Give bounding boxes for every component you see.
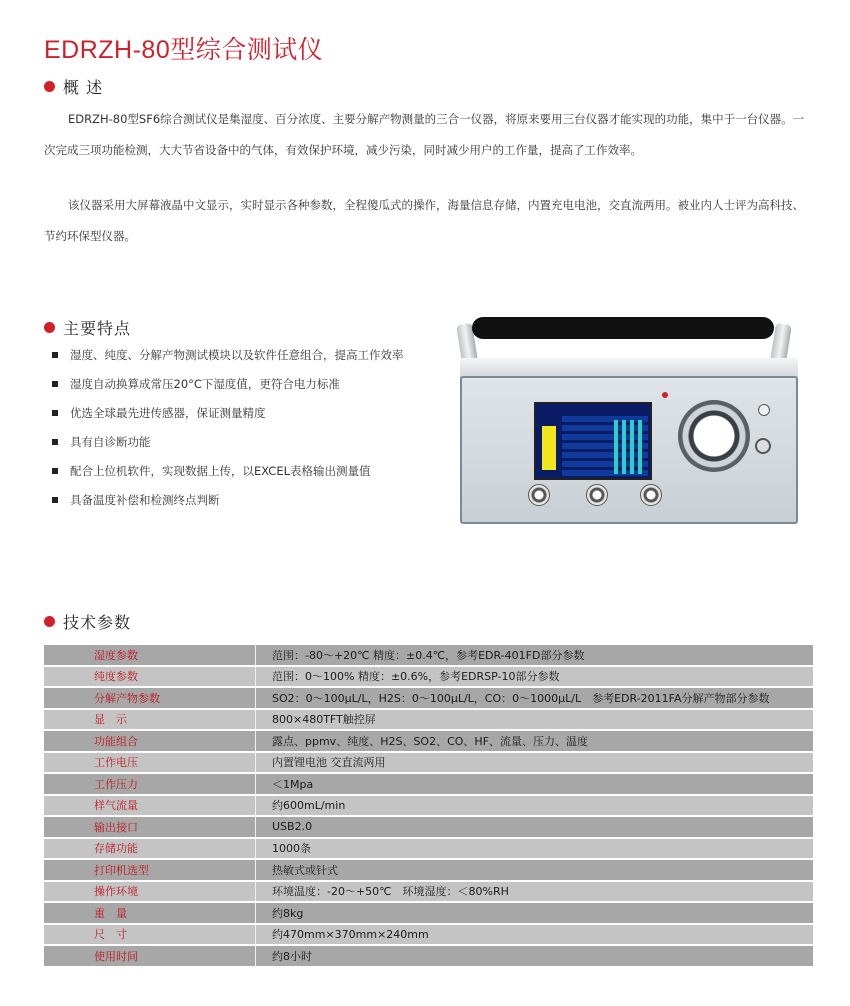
spec-key: 工作压力 [44, 774, 256, 794]
knob-icon [640, 484, 662, 506]
overview-heading [44, 75, 103, 98]
table-row [44, 882, 813, 902]
spec-value: 热敏式或针式 [256, 860, 813, 880]
spec-key: 样气流量 [44, 796, 256, 816]
spec-value: 范围：0～100% 精度：±0.6%，参考EDRSP-10部分参数 [256, 667, 813, 687]
features-list [52, 340, 452, 514]
spec-key: 存储功能 [44, 839, 256, 859]
overview-paragraph-2: 该仪器采用大屏幕液晶中文显示，实时显示各种参数，全程傻瓜式的操作，海量信息存储，内置充电电池，交直流两用。被业内人士评为高科技、节约环保型仪器。 [44, 198, 804, 243]
spec-value: 约470mm×370mm×240mm [256, 925, 813, 945]
table-row [44, 946, 813, 966]
screen-indicator [542, 426, 556, 470]
square-bullet-icon [52, 381, 58, 387]
square-bullet-icon [52, 497, 58, 503]
features-heading [44, 316, 131, 339]
feature-item: 配合上位机软件，实现数据上传，以EXCEL表格输出测量值 [52, 456, 452, 485]
table-row [44, 731, 813, 751]
spec-value: 范围：-80～+20℃ 精度：±0.4℃，参考EDR-401FD部分参数 [256, 645, 813, 665]
screen-bars [614, 420, 644, 474]
feature-item: 湿度自动换算成常压20°C下湿度值，更符合电力标准 [52, 369, 452, 398]
knob-icon [528, 484, 550, 506]
spec-value: 约600mL/min [256, 796, 813, 816]
spec-key: 分解产物参数 [44, 688, 256, 708]
knob-icon [586, 484, 608, 506]
spec-key: 显 示 [44, 710, 256, 730]
spec-key: 打印机选型 [44, 860, 256, 880]
flow-valve-icon [678, 400, 750, 472]
table-row [44, 688, 813, 708]
table-row [44, 753, 813, 773]
square-bullet-icon [52, 439, 58, 445]
table-row [44, 817, 813, 837]
spec-key: 湿度参数 [44, 645, 256, 665]
spec-value: 内置锂电池 交直流两用 [256, 753, 813, 773]
spec-value: 800×480TFT触控屏 [256, 710, 813, 730]
spec-value: 1000条 [256, 839, 813, 859]
spec-value: 环境温度：-20～+50℃ 环境湿度：＜80%RH [256, 882, 813, 902]
table-row [44, 903, 813, 923]
table-row [44, 710, 813, 730]
instrument-photo [446, 312, 818, 530]
features-heading-label: 主要特点 [63, 319, 132, 338]
table-row [44, 774, 813, 794]
bullet-dot-icon [44, 616, 55, 627]
power-switch-icon [758, 404, 770, 416]
spec-key: 纯度参数 [44, 667, 256, 687]
spec-value: ＜1Mpa [256, 774, 813, 794]
square-bullet-icon [52, 468, 58, 474]
spec-value: 约8小时 [256, 946, 813, 966]
gas-port-icon [755, 438, 771, 454]
spec-key: 工作电压 [44, 753, 256, 773]
spec-value: 露点、ppmv、纯度、H2S、SO2、CO、HF、流量、压力、温度 [256, 731, 813, 751]
spec-value: USB2.0 [256, 817, 813, 837]
carry-handle [472, 317, 774, 339]
overview-heading-label: 概 述 [63, 78, 104, 97]
spec-value: 约8kg [256, 903, 813, 923]
table-row [44, 925, 813, 945]
power-led-icon [662, 392, 668, 398]
table-row [44, 796, 813, 816]
table-row [44, 839, 813, 859]
page-title: EDRZH-80型综合测试仪 [44, 36, 324, 64]
spec-key: 重 量 [44, 903, 256, 923]
square-bullet-icon [52, 410, 58, 416]
spec-key: 输出接口 [44, 817, 256, 837]
feature-item: 优选全球最先进传感器，保证测量精度 [52, 398, 452, 427]
spec-value: SO2：0～100μL/L，H2S：0～100μL/L，CO：0～1000μL/L 参考EDR-2011FA分解产物部分参数 [256, 688, 813, 708]
spec-key: 尺 寸 [44, 925, 256, 945]
specs-heading [44, 610, 131, 633]
overview-paragraph-1: EDRZH-80型SF6综合测试仪是集湿度、百分浓度、主要分解产物测量的三合一仪器，将原来要用三台仪器才能实现的功能，集中于一台仪器。一次完成三项功能检测，大大节省设备中的气体，有效保护环境，减少污染，同时减少用户的工作量，提高了工作效率。 [44, 112, 805, 157]
spec-key: 功能组合 [44, 731, 256, 751]
bullet-dot-icon [44, 81, 55, 92]
spec-key: 使用时间 [44, 946, 256, 966]
specs-heading-label: 技术参数 [63, 613, 132, 632]
feature-item: 具有自诊断功能 [52, 427, 452, 456]
specs-table [44, 643, 813, 968]
bullet-dot-icon [44, 322, 55, 333]
lcd-screen [534, 402, 652, 480]
feature-item: 具备温度补偿和检测终点判断 [52, 485, 452, 514]
table-row [44, 645, 813, 665]
table-row [44, 667, 813, 687]
spec-key: 操作环境 [44, 882, 256, 902]
feature-item: 湿度、纯度、分解产物测试模块以及软件任意组合，提高工作效率 [52, 340, 452, 369]
table-row [44, 860, 813, 880]
square-bullet-icon [52, 352, 58, 358]
